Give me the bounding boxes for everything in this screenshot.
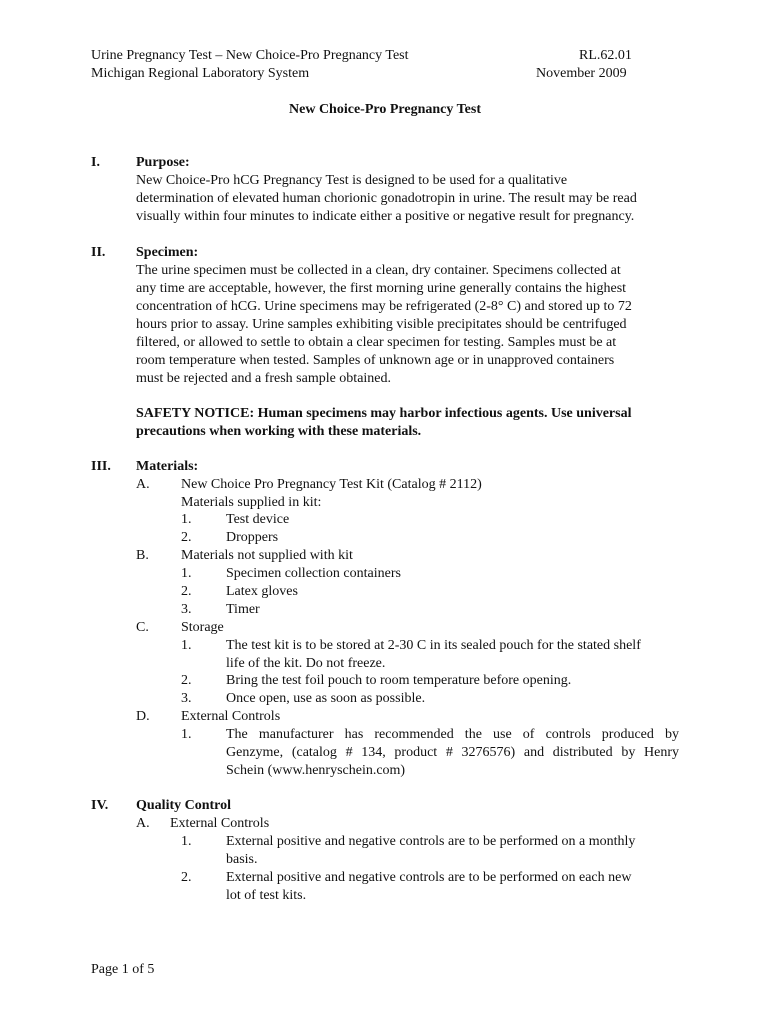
- list-item-number: 3.: [181, 602, 192, 617]
- specimen-line: hours prior to assay. Urine samples exhibiting visible precipitates should be centrifuged: [136, 317, 627, 332]
- header-organization: Michigan Regional Laboratory System: [91, 66, 310, 81]
- specimen-line: any time are acceptable, however, the first morning urine generally contains the highest: [136, 281, 627, 296]
- materials-b-title: Materials not supplied with kit: [181, 548, 353, 563]
- materials-c-title: Storage: [181, 620, 224, 635]
- header-document-code: RL.62.01: [579, 48, 632, 63]
- list-item-number: 1.: [181, 834, 192, 849]
- list-item: Test device: [226, 512, 290, 527]
- list-item: Bring the test foil pouch to room temperature before opening.: [226, 673, 572, 688]
- materials-d-title: External Controls: [181, 709, 281, 724]
- safety-notice-continued: precautions when working with these materials.: [136, 424, 422, 439]
- section-numeral-quality-control: IV.: [91, 798, 109, 813]
- qc-letter-a: A.: [136, 816, 150, 831]
- list-item: The test kit is to be stored at 2-30 C in its sealed pouch for the stated shelf: [226, 638, 641, 653]
- section-numeral-specimen: II.: [91, 245, 106, 260]
- materials-a-subtitle: Materials supplied in kit:: [181, 495, 322, 510]
- materials-a-title: New Choice Pro Pregnancy Test Kit (Catalog # 2112): [181, 477, 482, 492]
- section-heading-purpose: Purpose:: [136, 155, 190, 170]
- materials-letter-d: D.: [136, 709, 150, 724]
- list-item-continued: life of the kit. Do not freeze.: [226, 656, 386, 671]
- header-date: November 2009: [536, 66, 627, 81]
- section-numeral-purpose: I.: [91, 155, 100, 170]
- list-item-continued: Genzyme, (catalog # 134, product # 3276576) and distributed by Henry: [226, 745, 679, 760]
- section-heading-quality-control: Quality Control: [136, 798, 232, 813]
- list-item-number: 2.: [181, 530, 192, 545]
- list-item: Once open, use as soon as possible.: [226, 691, 426, 706]
- list-item: Latex gloves: [226, 584, 298, 599]
- list-item-number: 1.: [181, 727, 192, 742]
- specimen-line: concentration of hCG. Urine specimens may be refrigerated (2-8° C) and stored up to 72: [136, 299, 632, 314]
- specimen-line: The urine specimen must be collected in a clean, dry container. Specimens collected at: [136, 263, 621, 278]
- list-item-continued: lot of test kits.: [226, 888, 307, 903]
- list-item: External positive and negative controls are to be performed on a monthly: [226, 834, 636, 849]
- list-item: External positive and negative controls are to be performed on each new: [226, 870, 632, 885]
- specimen-line: room temperature when tested. Samples of unknown age or in unapproved containers: [136, 353, 615, 368]
- list-item-continued: basis.: [226, 852, 258, 867]
- list-item: The manufacturer has recommended the use of controls produced by: [226, 727, 679, 742]
- purpose-line: determination of elevated human chorionic gonadotropin in urine. The result may be read: [136, 191, 637, 206]
- section-numeral-materials: III.: [91, 459, 111, 474]
- purpose-line: visually within four minutes to indicate either a positive or negative result for pregnancy.: [136, 209, 635, 224]
- header-title: Urine Pregnancy Test – New Choice-Pro Pregnancy Test: [91, 48, 409, 63]
- safety-notice: SAFETY NOTICE: Human specimens may harbor infectious agents. Use universal: [136, 406, 632, 421]
- specimen-line: filtered, or allowed to settle to obtain a clear specimen for testing. Samples must be at: [136, 335, 617, 350]
- qc-a-title: External Controls: [170, 816, 270, 831]
- list-item-number: 1.: [181, 638, 192, 653]
- document-title: New Choice-Pro Pregnancy Test: [289, 102, 481, 117]
- list-item: Specimen collection containers: [226, 566, 401, 581]
- section-heading-specimen: Specimen:: [136, 245, 199, 260]
- list-item-number: 1.: [181, 566, 192, 581]
- materials-letter-c: C.: [136, 620, 149, 635]
- specimen-line: must be rejected and a fresh sample obtained.: [136, 371, 392, 386]
- purpose-line: New Choice-Pro hCG Pregnancy Test is designed to be used for a qualitative: [136, 173, 568, 188]
- section-heading-materials: Materials:: [136, 459, 199, 474]
- list-item-number: 1.: [181, 512, 192, 527]
- list-item: Timer: [226, 602, 260, 617]
- list-item-number: 3.: [181, 691, 192, 706]
- list-item: Droppers: [226, 530, 279, 545]
- materials-letter-a: A.: [136, 477, 150, 492]
- list-item-continued: Schein (www.henryschein.com): [226, 763, 406, 778]
- materials-letter-b: B.: [136, 548, 149, 563]
- list-item-number: 2.: [181, 673, 192, 688]
- list-item-number: 2.: [181, 870, 192, 885]
- list-item-number: 2.: [181, 584, 192, 599]
- page-number: Page 1 of 5: [91, 962, 155, 977]
